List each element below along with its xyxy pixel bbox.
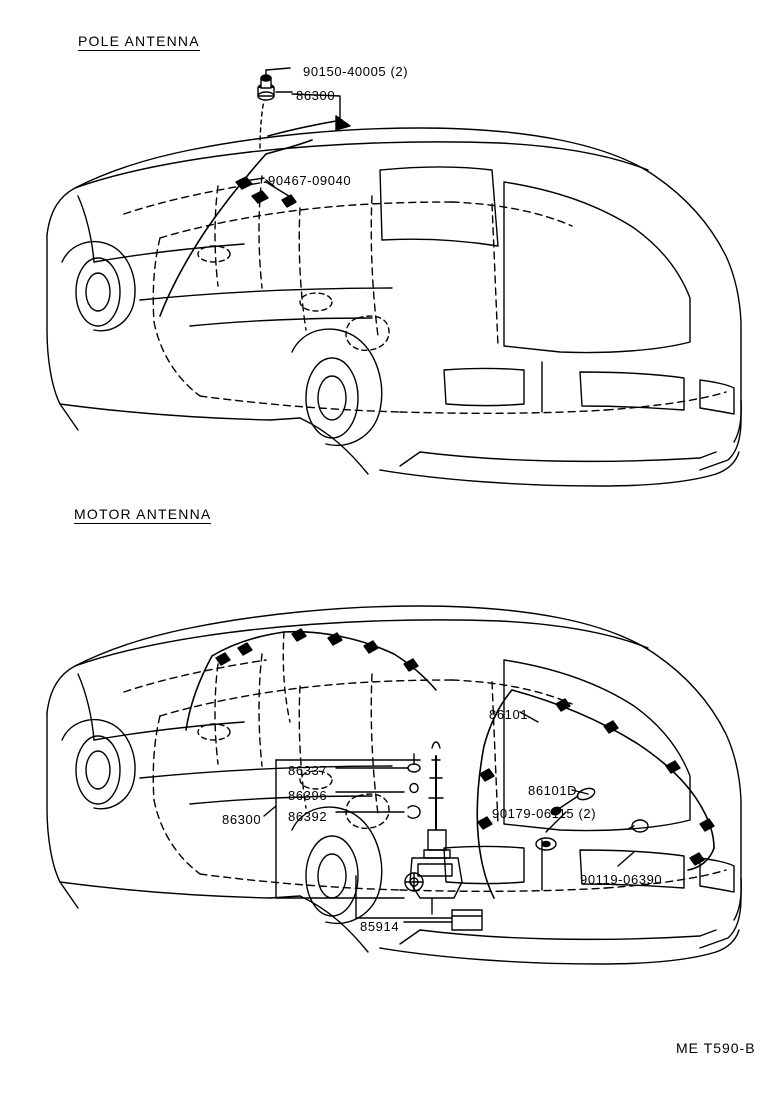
callout-86101: 86101: [489, 707, 529, 722]
callout-86300-motor: 86300: [222, 812, 262, 827]
callout-90150-40005: 90150-40005 (2): [303, 64, 409, 79]
callout-86392: 86392: [288, 809, 328, 824]
callout-90467-09040: 90467-09040: [268, 173, 352, 188]
callout-86300-pole: 86300: [296, 88, 336, 103]
callout-90179-06115: 90179-06115 (2): [492, 806, 597, 821]
callout-86101d: 86101D: [528, 783, 578, 798]
callout-86337: 86337: [288, 763, 328, 778]
callout-85914: 85914: [360, 919, 400, 934]
callout-86396: 86396: [288, 788, 328, 803]
callout-90119-06390: 90119-06390: [580, 872, 663, 887]
section-title-motor-antenna: MOTOR ANTENNA: [74, 506, 212, 522]
section-title-pole-antenna: POLE ANTENNA: [78, 33, 200, 49]
diagram-sheet-code: ME T590-B: [676, 1040, 756, 1056]
